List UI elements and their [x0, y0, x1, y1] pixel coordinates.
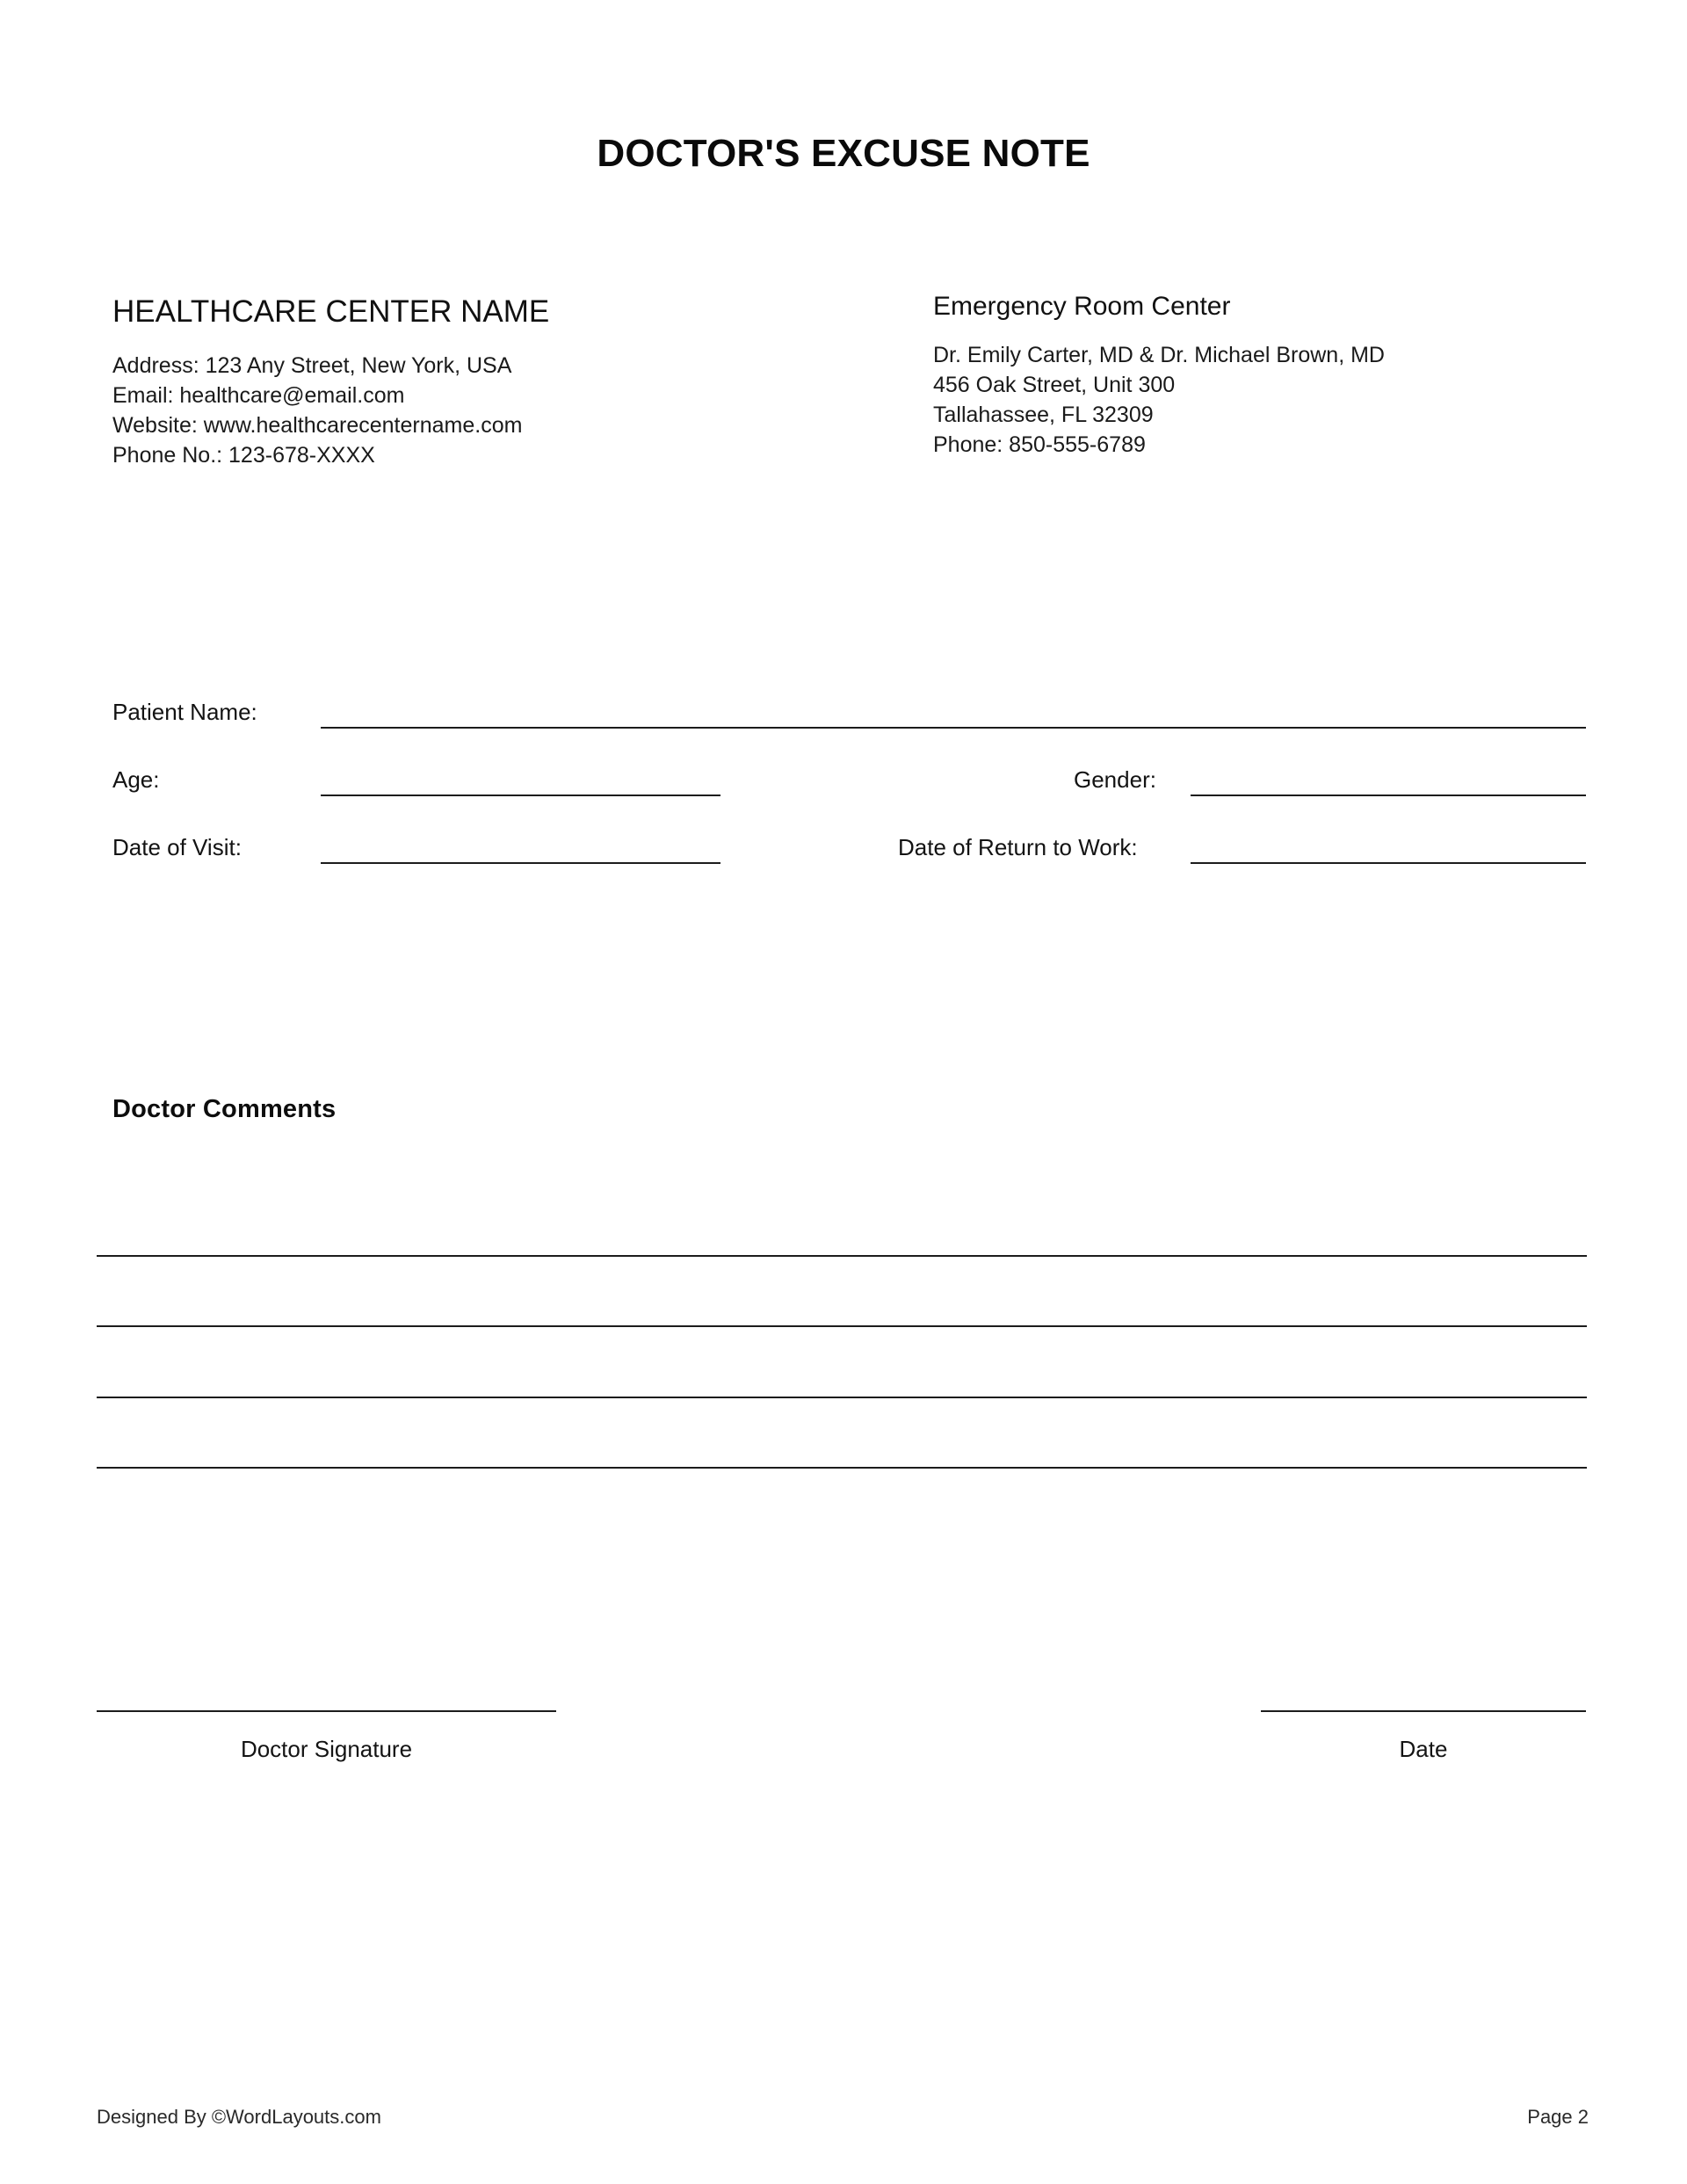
doctor-comments-line-1[interactable] — [97, 1255, 1587, 1257]
doctor-comments-heading: Doctor Comments — [112, 1095, 337, 1123]
emergency-room-street: 456 Oak Street, Unit 300 — [933, 373, 1176, 397]
date-of-return-to-work-input[interactable] — [1191, 862, 1586, 864]
gender-input[interactable] — [1191, 795, 1586, 796]
healthcare-center-address: Address: 123 Any Street, New York, USA — [112, 352, 512, 378]
healthcare-center-email: Email: healthcare@email.com — [112, 382, 405, 408]
emergency-room-name: Emergency Room Center — [933, 292, 1231, 321]
doctor-signature-caption: Doctor Signature — [240, 1736, 413, 1762]
emergency-room-phone: Phone: 850-555-6789 — [933, 432, 1146, 457]
attending-doctors: Dr. Emily Carter, MD & Dr. Michael Brown, MD — [933, 343, 1385, 367]
healthcare-center-name: HEALTHCARE CENTER NAME — [112, 294, 550, 329]
doctor-comments-line-3[interactable] — [97, 1397, 1587, 1398]
doctor-comments-line-2[interactable] — [97, 1325, 1587, 1327]
signature-date-caption: Date — [1399, 1736, 1448, 1762]
date-of-visit-input[interactable] — [321, 862, 720, 864]
date-of-visit-label: Date of Visit: — [112, 834, 242, 860]
healthcare-center-phone: Phone No.: 123-678-XXXX — [112, 442, 375, 468]
gender-label: Gender: — [1074, 766, 1156, 793]
emergency-room-block — [933, 292, 1618, 460]
date-of-return-to-work-label: Date of Return to Work: — [898, 834, 1138, 860]
doctor-signature-input[interactable] — [97, 1710, 556, 1712]
signature-date-input[interactable] — [1261, 1710, 1586, 1712]
emergency-room-city-state-zip: Tallahassee, FL 32309 — [933, 403, 1154, 427]
healthcare-center-block — [112, 295, 780, 470]
footer-designed-by: Designed By ©WordLayouts.com — [97, 2106, 381, 2128]
age-input[interactable] — [321, 795, 720, 796]
healthcare-center-website: Website: www.healthcarecentername.com — [112, 412, 523, 438]
doctor-comments-line-4[interactable] — [97, 1467, 1587, 1469]
page-title: DOCTOR'S EXCUSE NOTE — [597, 132, 1090, 175]
patient-name-input[interactable] — [321, 727, 1586, 729]
patient-name-label: Patient Name: — [112, 699, 257, 725]
footer-page-number: Page 2 — [1527, 2106, 1589, 2128]
age-label: Age: — [112, 766, 160, 793]
